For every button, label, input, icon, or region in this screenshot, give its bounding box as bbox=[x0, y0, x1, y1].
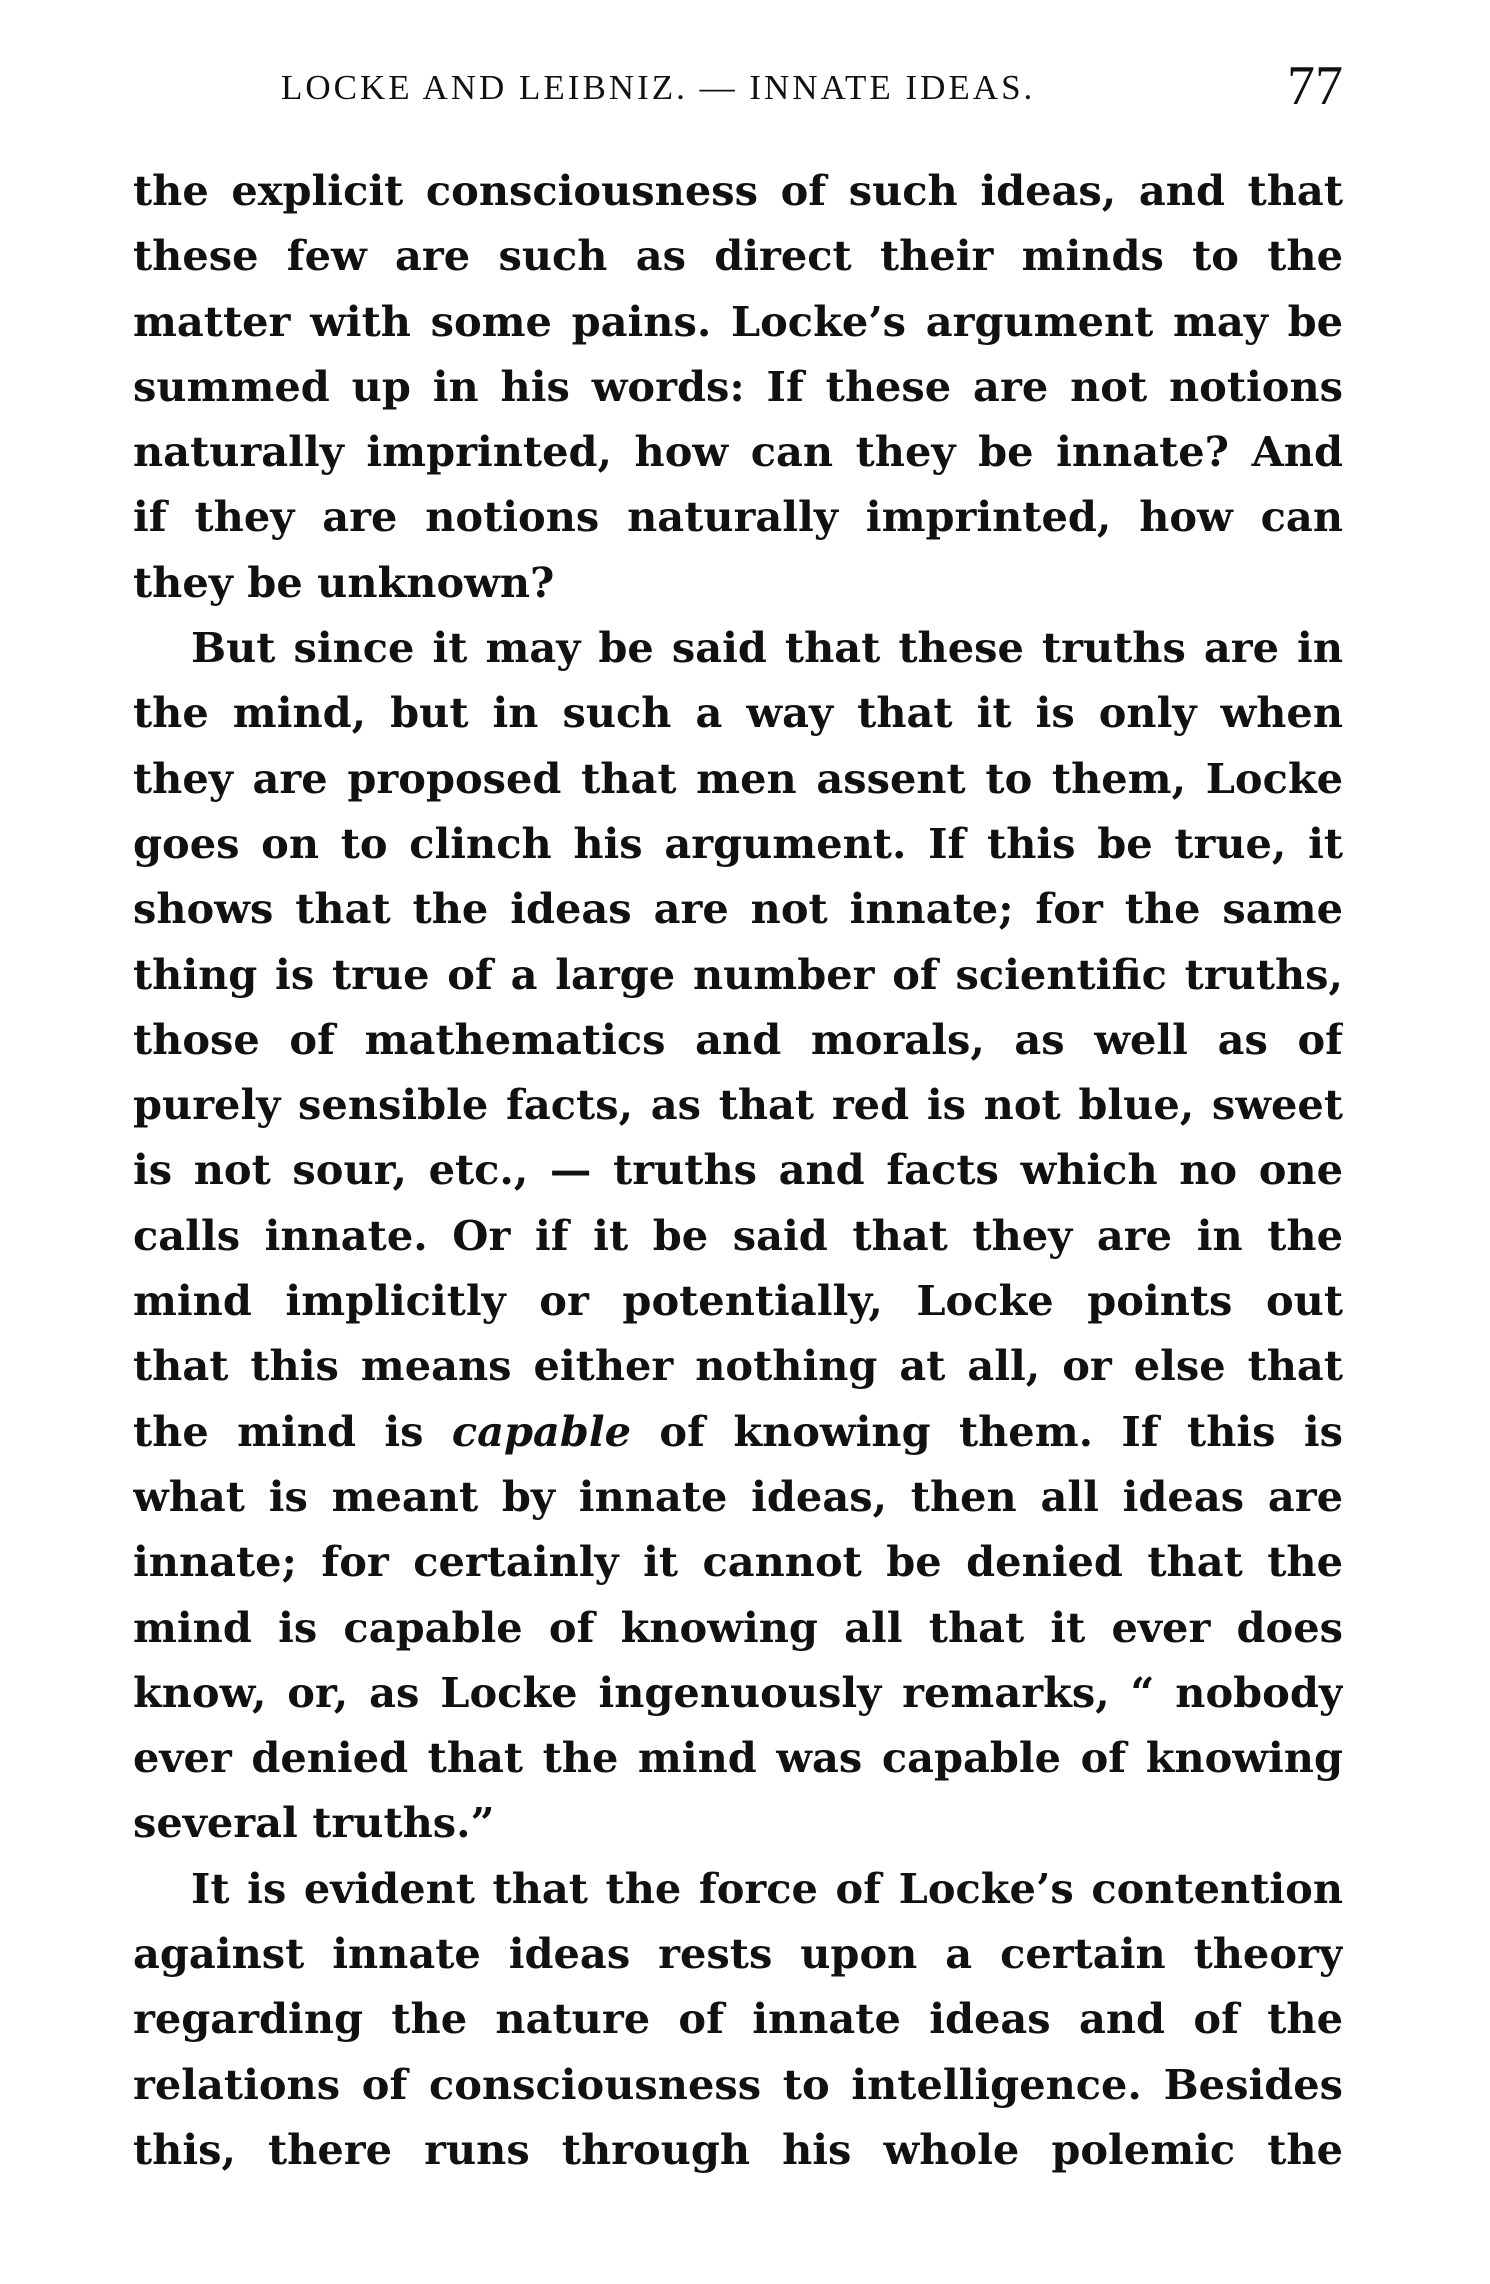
text-line: this, there runs through his whole polemic the bbox=[133, 2124, 1343, 2174]
text-line: calls innate. Or if it be said that they are in the bbox=[133, 1210, 1343, 1260]
text-line: know, or, as Locke ingenuously remarks, “ nobody bbox=[133, 1667, 1343, 1717]
text-line: mind implicitly or potentially, Locke points out bbox=[133, 1276, 1343, 1326]
text-segment: of knowing them. If this is bbox=[631, 1406, 1343, 1456]
text-line: they are proposed that men assent to them, Locke bbox=[133, 753, 1343, 803]
text-line: thing is true of a large number of scientific truths, bbox=[133, 949, 1343, 999]
page-number: 77 bbox=[1287, 55, 1343, 117]
text-line: shows that the ideas are not innate; for the same bbox=[133, 884, 1343, 934]
paragraph bbox=[133, 1856, 1343, 2182]
body-text bbox=[133, 158, 1343, 2182]
paragraph bbox=[133, 158, 1343, 615]
text-line: these few are such as direct their minds to the bbox=[133, 231, 1343, 281]
text-line: they be unknown? bbox=[133, 557, 555, 607]
text-line: goes on to clinch his argument. If this be true, it bbox=[133, 818, 1343, 868]
text-line: if they are notions naturally imprinted, how can bbox=[133, 492, 1343, 542]
text-line: naturally imprinted, how can they be innate? And bbox=[133, 427, 1343, 477]
text-line: summed up in his words: If these are not notions bbox=[133, 361, 1343, 411]
text-line: several truths.” bbox=[133, 1798, 495, 1848]
text-line: relations of consciousness to intelligence. Besides bbox=[133, 2059, 1343, 2109]
text-line: regarding the nature of innate ideas and of the bbox=[133, 1994, 1343, 2044]
text-line: what is meant by innate ideas, then all ideas are bbox=[133, 1471, 1343, 1521]
text-line: that this means either nothing at all, or else that bbox=[133, 1341, 1343, 1391]
text-line: ever denied that the mind was capable of knowing bbox=[133, 1733, 1343, 1783]
text-line: It is evident that the force of Locke’s contention bbox=[191, 1863, 1343, 1913]
paragraph bbox=[133, 615, 1343, 1856]
text-line: matter with some pains. Locke’s argument may be bbox=[133, 296, 1343, 346]
text-segment: the mind is bbox=[133, 1406, 452, 1456]
text-line: the explicit consciousness of such ideas, and that bbox=[133, 166, 1343, 215]
text-line: those of mathematics and morals, as well as of bbox=[133, 1014, 1343, 1064]
text-line: the mind, but in such a way that it is only when bbox=[133, 688, 1343, 738]
text-line bbox=[133, 1399, 1343, 1464]
text-line: innate; for certainly it cannot be denied that the bbox=[133, 1537, 1343, 1587]
running-head: LOCKE AND LEIBNIZ. — INNATE IDEAS. bbox=[281, 68, 1036, 107]
text-line: But since it may be said that these truths are in bbox=[191, 623, 1343, 673]
text-line: mind is capable of knowing all that it ever does bbox=[133, 1602, 1343, 1652]
text-line: is not sour, etc., — truths and facts which no one bbox=[133, 1145, 1343, 1195]
page-header bbox=[133, 50, 1343, 120]
italic-emphasis: capable bbox=[451, 1406, 632, 1456]
text-line: against innate ideas rests upon a certain theory bbox=[133, 1929, 1343, 1979]
text-line: purely sensible facts, as that red is not blue, sweet bbox=[133, 1080, 1343, 1130]
